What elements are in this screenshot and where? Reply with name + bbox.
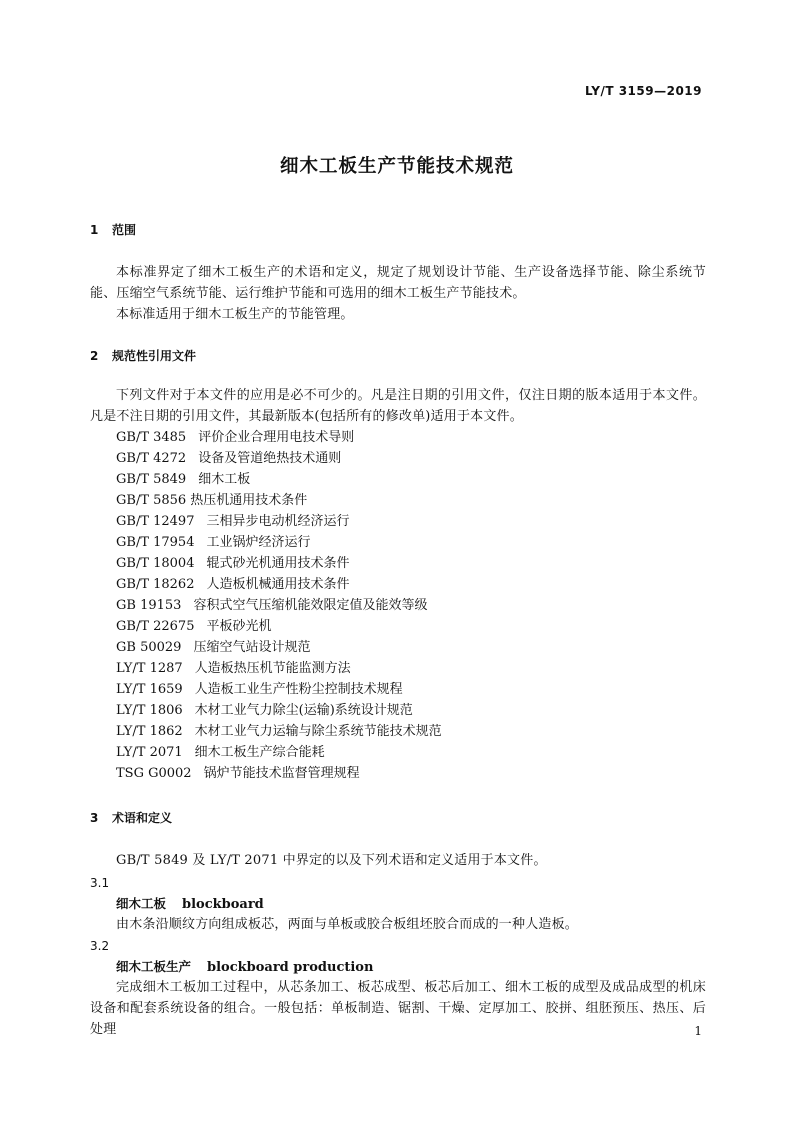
term-heading xyxy=(116,957,373,977)
term-definition: 完成细木工板加工过程中，从芯条加工、板芯成型、板芯后加工、细木工板的成型及成品成型的机床设备和配套系统设备的组合。一般包括：单板制造、锯割、干燥、定厚加工、胶拼、组胚预压、热压、后处理 xyxy=(90,980,706,1037)
reference-code: GB/T 5856 xyxy=(116,493,187,508)
reference-code: LY/T 1659 xyxy=(116,682,183,697)
list-item xyxy=(116,721,442,742)
reference-title: 细木工板生产综合能耗 xyxy=(194,745,325,760)
list-item xyxy=(116,511,442,532)
section-3-intro: GB/T 5849 及 LY/T 2071 中界定的以及下列术语和定义适用于本文件。 xyxy=(116,853,547,868)
list-item xyxy=(116,679,442,700)
reference-title: 细木工板 xyxy=(198,472,251,487)
section-title: 规范性引用文件 xyxy=(112,349,197,363)
term-chinese: 细木工板生产 xyxy=(116,959,192,974)
list-item xyxy=(116,742,442,763)
list-item xyxy=(116,427,442,448)
section-number: 1 xyxy=(90,223,99,237)
reference-title: 辊式砂光机通用技术条件 xyxy=(206,556,350,571)
reference-title: 工业锅炉经济运行 xyxy=(206,535,311,550)
list-item xyxy=(116,469,442,490)
section-3-heading xyxy=(90,808,172,828)
reference-title: 锅炉节能技术监督管理规程 xyxy=(203,766,360,781)
reference-code: LY/T 1806 xyxy=(116,703,183,718)
term-english: blockboard xyxy=(182,897,264,912)
section-number: 3 xyxy=(90,811,99,825)
section-1-paragraph-2: 本标准适用于细木工板生产的节能管理。 xyxy=(116,307,354,322)
list-item xyxy=(116,616,442,637)
list-item xyxy=(116,574,442,595)
reference-code: GB/T 5849 xyxy=(116,472,187,487)
reference-list xyxy=(116,427,442,784)
reference-title: 设备及管道绝热技术通则 xyxy=(198,451,342,466)
reference-code: GB/T 3485 xyxy=(116,430,187,445)
reference-title: 平板砂光机 xyxy=(206,619,272,634)
section-2-intro: 下列文件对于本文件的应用是必不可少的。凡是注日期的引用文件，仅注日期的版本适用于本文件。凡是不注日期的引用文件，其最新版本(包括所有的修改单)适用于本文件。 xyxy=(90,388,706,424)
reference-title: 人造板机械通用技术条件 xyxy=(206,577,350,592)
reference-title: 人造板工业生产性粉尘控制技术规程 xyxy=(194,682,403,697)
term-chinese: 细木工板 xyxy=(116,896,167,911)
reference-title: 评价企业合理用电技术导则 xyxy=(198,430,355,445)
reference-code: GB/T 18262 xyxy=(116,577,195,592)
reference-title: 压缩空气站设计规范 xyxy=(193,640,311,655)
reference-code: GB/T 17954 xyxy=(116,535,195,550)
reference-code: GB/T 22675 xyxy=(116,619,195,634)
section-1-heading xyxy=(90,220,136,240)
list-item xyxy=(116,763,442,784)
reference-code: LY/T 2071 xyxy=(116,745,183,760)
reference-title: 木材工业气力运输与除尘系统节能技术规范 xyxy=(194,724,442,739)
reference-code: GB 19153 xyxy=(116,598,182,613)
page-number: 1 xyxy=(694,1024,702,1038)
term-number: 3.2 xyxy=(90,939,110,953)
reference-title: 三相异步电动机经济运行 xyxy=(206,514,350,529)
list-item xyxy=(116,553,442,574)
list-item xyxy=(116,595,442,616)
section-title: 术语和定义 xyxy=(112,811,173,825)
section-2-heading xyxy=(90,346,196,366)
list-item xyxy=(116,490,442,511)
reference-code: GB/T 4272 xyxy=(116,451,187,466)
reference-title: 人造板热压机节能监测方法 xyxy=(194,661,351,676)
section-1-paragraph-1: 本标准界定了细木工板生产的术语和定义，规定了规划设计节能、生产设备选择节能、除尘系统节能、压缩空气系统节能、运行维护节能和可选用的细木工板生产节能技术。 xyxy=(90,265,706,301)
term-english: blockboard production xyxy=(207,960,374,975)
reference-code: LY/T 1862 xyxy=(116,724,183,739)
list-item xyxy=(116,700,442,721)
section-title: 范围 xyxy=(112,223,137,237)
list-item xyxy=(116,532,442,553)
reference-code: TSG G0002 xyxy=(116,766,192,781)
reference-title: 容积式空气压缩机能效限定值及能效等级 xyxy=(193,598,428,613)
reference-code: GB/T 18004 xyxy=(116,556,195,571)
list-item xyxy=(116,658,442,679)
reference-code: LY/T 1287 xyxy=(116,661,183,676)
term-heading xyxy=(116,894,264,914)
reference-code: GB/T 12497 xyxy=(116,514,195,529)
reference-title: 热压机通用技术条件 xyxy=(190,493,308,508)
reference-code: GB 50029 xyxy=(116,640,182,655)
section-number: 2 xyxy=(90,349,99,363)
list-item xyxy=(116,637,442,658)
document-title: 细木工板生产节能技术规范 xyxy=(279,156,514,177)
reference-title: 木材工业气力除尘(运输)系统设计规范 xyxy=(194,703,413,718)
list-item xyxy=(116,448,442,469)
standard-number: LY/T 3159—2019 xyxy=(584,84,702,98)
term-number: 3.1 xyxy=(90,876,110,890)
term-definition: 由木条沿顺纹方向组成板芯，两面与单板或胶合板组坯胶合而成的一种人造板。 xyxy=(116,917,579,932)
